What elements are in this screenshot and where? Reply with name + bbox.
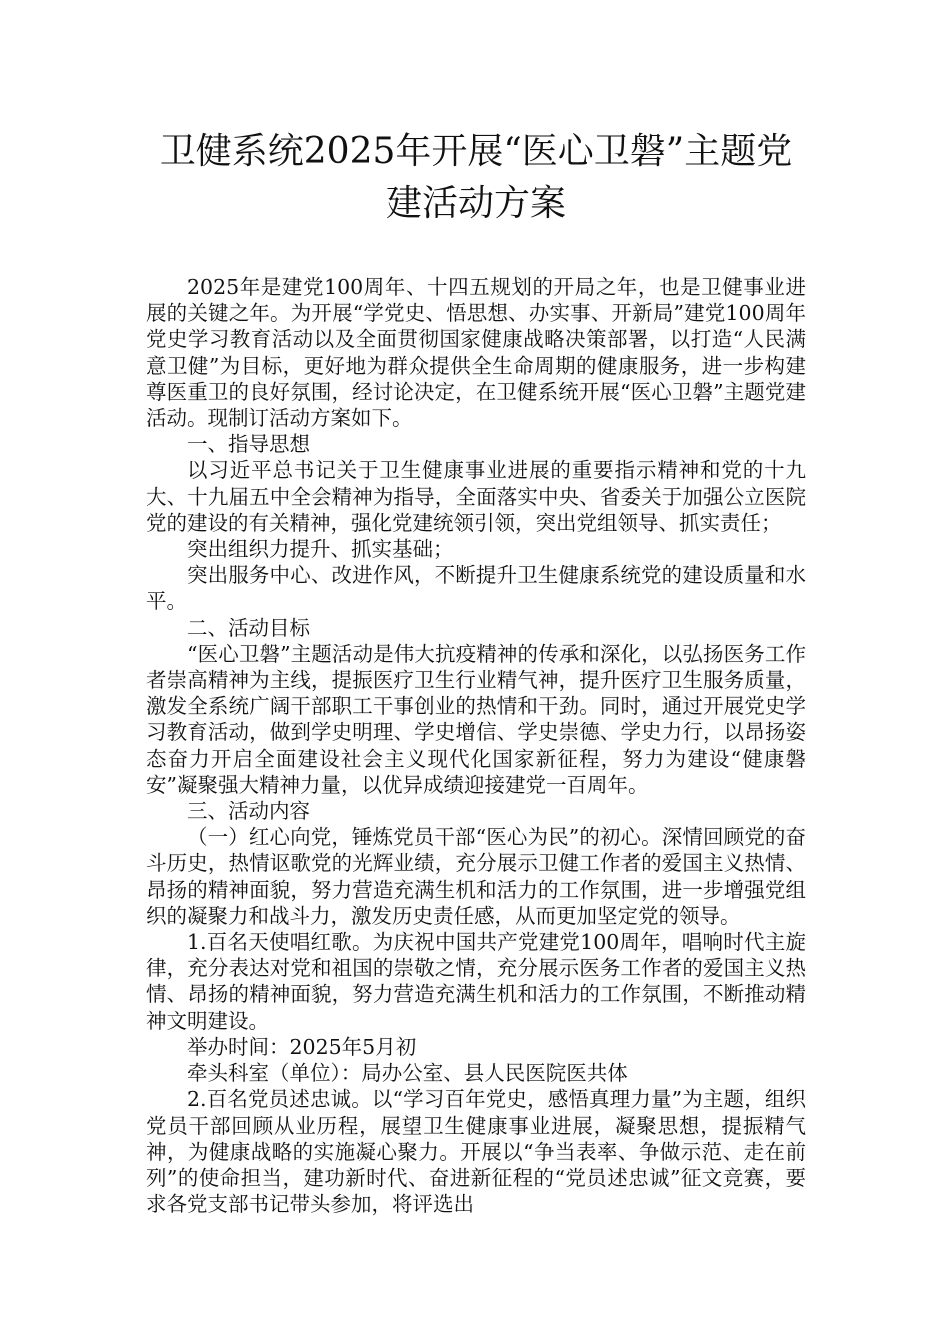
title-line-1: 卫健系统2025年开展“医心卫磐”主题党 [159,131,793,172]
paragraph-goals: “医心卫磐”主题活动是伟大抗疫精神的传承和深化，以弘扬医务工作者崇高精神为主线，提振医疗卫生行业精气神，提升医疗卫生服务质量，激发全系统广阔干部职工干事创业的热情和干劲。同时，通过开展党史学习教育活动，做到学史明理、学史增信、学史崇德、学史力行，以昂扬姿态奋力开启全面建设社会主义现代化国家新征程，努力为建设“健康磐安”凝聚强大精神力量，以优异成绩迎接建党一百周年。 [146,641,806,797]
paragraph-item-1: 1.百名天使唱红歌。为庆祝中国共产党建党100周年，唱响时代主旋律，充分表达对党和祖国的崇敬之情，充分展示医务工作者的爱国主义热情、昂扬的精神面貌，努力营造充满生机和活力的工作氛围，不断推动精神文明建设。 [146,930,806,1033]
paragraph-lead-dept: 牵头科室（单位）：局办公室、县人民医院医共体 [187,1061,628,1086]
paragraph-service: 突出服务中心、改进作风，不断提升卫生健康系统党的建设质量和水平。 [146,563,806,614]
section-heading-goals: 二、活动目标 [187,615,310,640]
intro-paragraph: 2025年是建党100周年、十四五规划的开局之年，也是卫健事业进展的关键之年。为开展“学党史、悟思想、办实事、开新局”建党100周年党史学习教育活动以及全面贯彻国家健康战略决策部署，以打造“人民满意卫健”为目标，更好地为群众提供全生命周期的健康服务，进一步构建尊医重卫的良好氛围，经讨论决定，在卫健系统开展“医心卫磐”主题党建活动。现制订活动方案如下。 [146,275,806,431]
paragraph-time: 举办时间：2025年5月初 [187,1034,417,1059]
paragraph-content-1: （一）红心向党，锤炼党员干部“医心为民”的初心。深情回顾党的奋斗历史，热情讴歌党的光辉业绩，充分展示卫健工作者的爱国主义热情、昂扬的精神面貌，努力营造充满生机和活力的工作氛围，进一步增强党组织的凝聚力和战斗力，激发历史责任感，从而更加坚定党的领导。 [146,825,806,928]
document-page [146,126,806,1217]
document-title [146,126,806,230]
section-heading-content: 三、活动内容 [187,799,310,824]
paragraph-guiding-ideology: 以习近平总书记关于卫生健康事业进展的重要指示精神和党的十九大、十九届五中全会精神为指导，全面落实中央、省委关于加强公立医院党的建设的有关精神，强化党建统领引领，突出党组领导、抓实责任； [146,458,806,535]
paragraph-item-2: 2.百名党员述忠诚。以“学习百年党史，感悟真理力量”为主题，组织党员干部回顾从业历程，展望卫生健康事业进展，凝聚思想，提振精气神，为健康战略的实施凝心聚力。开展以“争当表率、争做示范、走在前列”的使命担当，建功新时代、奋进新征程的“党员述忠诚”征文竞赛，要求各党支部书记带头参加，将评选出 [146,1087,806,1217]
paragraph-organization: 突出组织力提升、抓实基础； [187,537,454,562]
document-body [146,274,806,1217]
title-line-2: 建活动方案 [385,183,566,224]
section-heading-guiding-ideology: 一、指导思想 [187,432,310,457]
